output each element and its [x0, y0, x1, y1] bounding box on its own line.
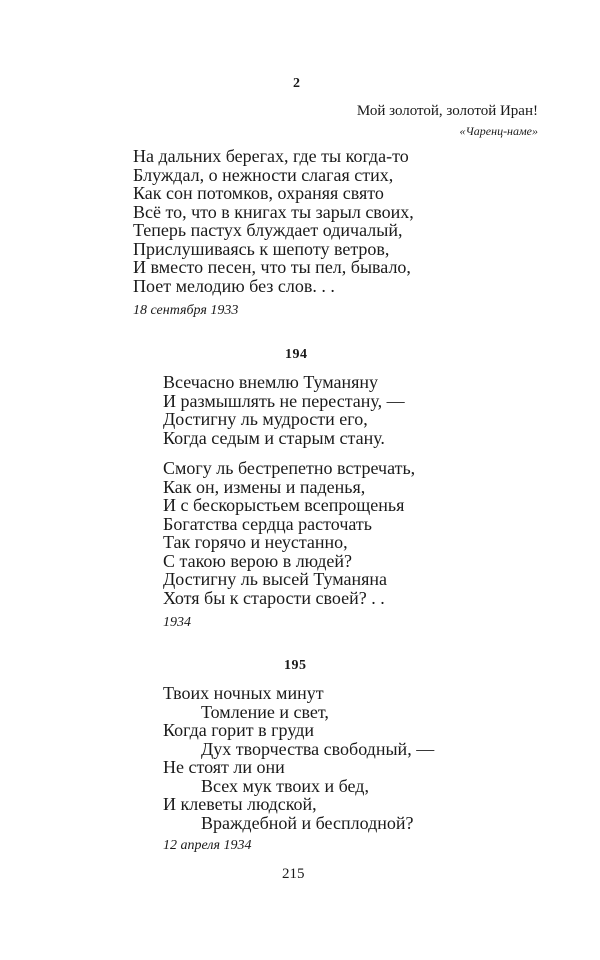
poem-line: Когда горит в груди	[163, 720, 314, 740]
poem-line: Достигну ль мудрости его,	[163, 409, 368, 429]
poem-number: 194	[285, 347, 308, 362]
poem-date: 18 сентября 1933	[133, 303, 239, 318]
poem-line: Блуждал, о нежности слагая стих,	[133, 164, 394, 185]
poem-line: Всех мук твоих и бед,	[201, 775, 369, 796]
poem-line: Как сон потомков, охраняя свято	[133, 183, 384, 203]
poem-line: Прислушиваясь к шепоту ветров,	[133, 238, 390, 259]
poem-line: На дальних берегах, где ты когда-то	[133, 146, 409, 166]
poem-stanza	[133, 147, 414, 295]
poem-line: Томление и свет,	[201, 701, 329, 722]
poem-line: Теперь пастух блуждает одичалый,	[133, 220, 403, 240]
poem-line: Твоих ночных минут	[163, 683, 324, 703]
poem-line: Достигну ль высей Туманяна	[163, 569, 387, 589]
poem-stanza	[163, 373, 405, 447]
poem-line: Смогу ль бестрепетно встречать,	[163, 458, 416, 478]
poem-line: И клеветы людской,	[163, 794, 317, 814]
poem-line: И размышлять не перестану, —	[163, 390, 405, 411]
poem-line: Как он, измены и паденья,	[163, 476, 366, 497]
poem-stanza	[163, 684, 434, 832]
poem-date: 1934	[163, 615, 191, 630]
poem-line: Когда седым и старым стану.	[163, 427, 385, 448]
poem-line: Всё то, что в книгах ты зарыл своих,	[133, 201, 414, 222]
poem-line: И с бескорыстьем всепрощенья	[163, 495, 405, 515]
poem-line: Дух творчества свободный, —	[201, 738, 435, 759]
poem-stanza	[163, 459, 415, 607]
poem-line: Богатства сердца расточать	[163, 513, 372, 534]
page-number: 215	[282, 866, 305, 882]
poem-date: 12 апреля 1934	[163, 838, 252, 853]
poem-line: Поет мелодию без слов. . .	[133, 275, 335, 296]
poem-line: Так горячо и неустанно,	[163, 532, 348, 552]
poem-line: Не стоят ли они	[163, 757, 285, 777]
poem-line: Враждебной и бесплодной?	[201, 812, 414, 833]
poem-line: И вместо песен, что ты пел, бывало,	[133, 257, 411, 277]
epigraph: Мой золотой, золотой Иран!	[356, 103, 538, 119]
poem-line: Всечасно внемлю Туманяну	[163, 372, 379, 392]
poem-line: С такою верою в людей?	[163, 550, 352, 571]
poem-number: 2	[293, 76, 301, 91]
poem-line: Хотя бы к старости своей? . .	[163, 587, 385, 608]
epigraph-source: «Чаренц-наме»	[459, 124, 538, 138]
poem-number: 195	[284, 658, 307, 673]
